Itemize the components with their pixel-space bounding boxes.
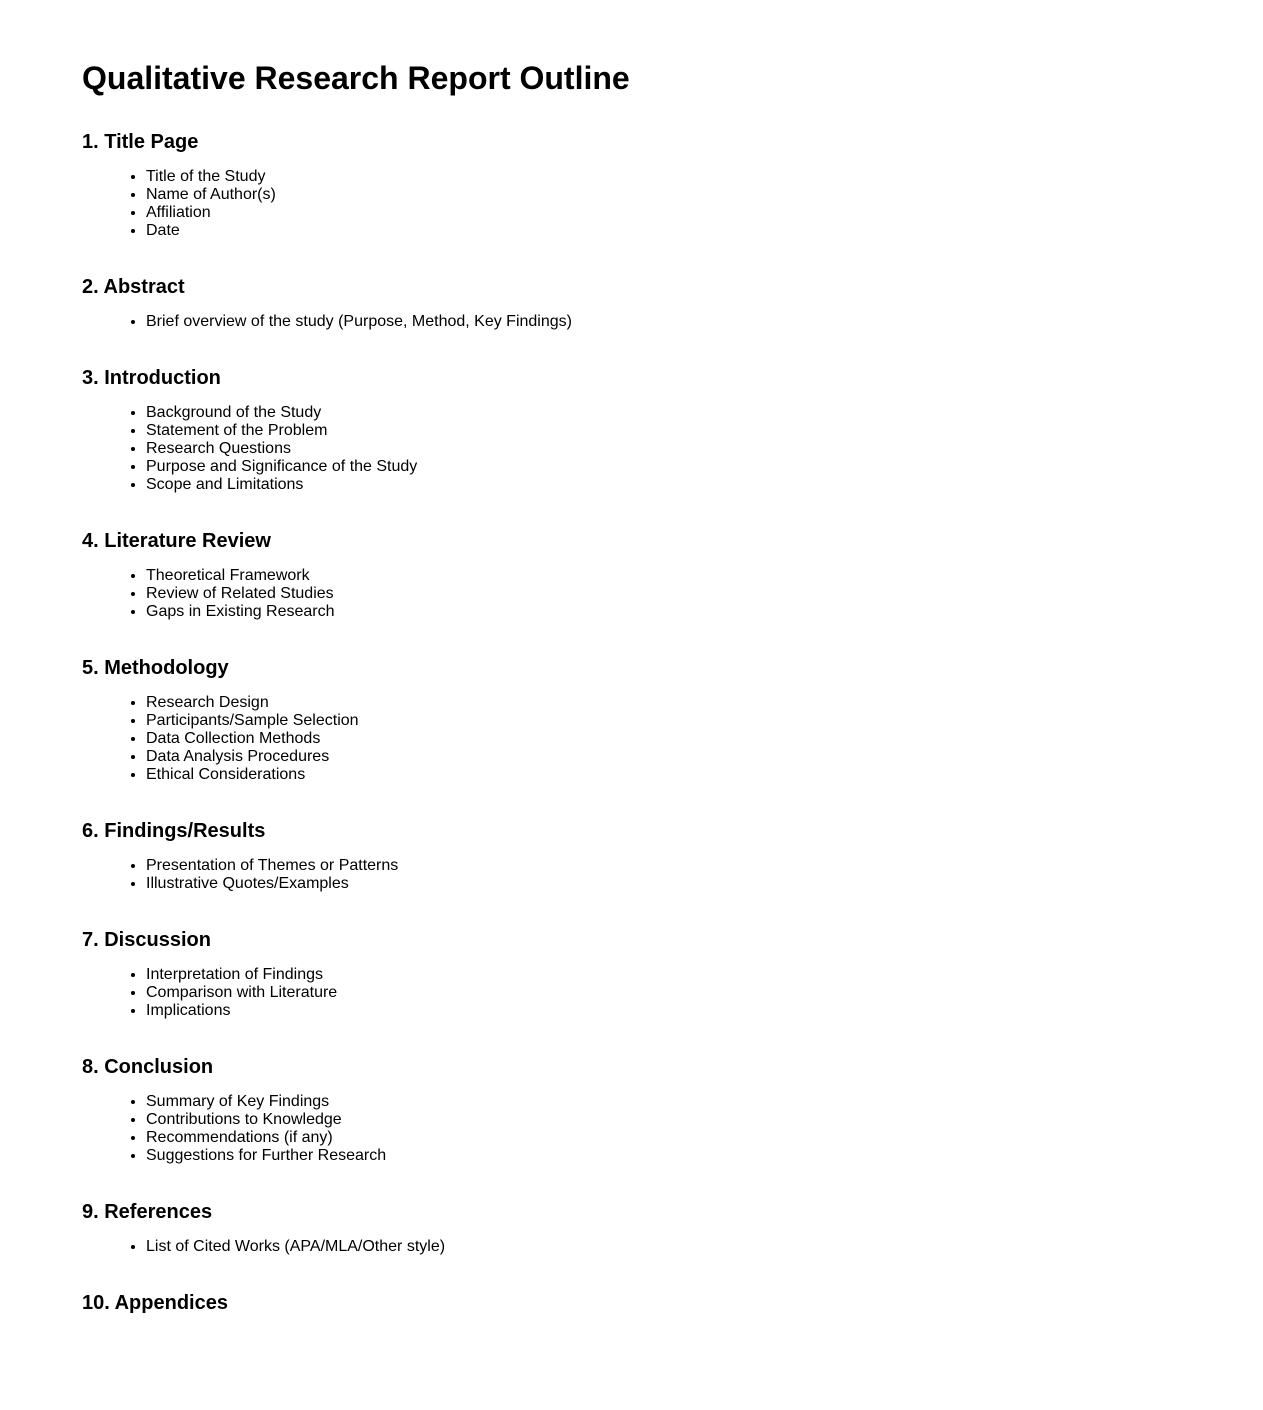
list-item: • Review of Related Studies — [146, 585, 335, 603]
list-item: • Data Collection Methods — [146, 730, 359, 748]
section-methodology — [82, 657, 359, 784]
section-title-page — [82, 131, 276, 240]
list-item: • Brief overview of the study (Purpose, Method, Key Findings) — [146, 313, 572, 331]
list-item: • Gaps in Existing Research — [146, 603, 335, 621]
section-references — [82, 1201, 445, 1256]
list-item: • Presentation of Themes or Patterns — [146, 857, 398, 875]
section-heading: 4. Literature Review — [82, 530, 271, 552]
list-item: • Contributions to Knowledge — [146, 1111, 386, 1129]
list-item: • Interpretation of Findings — [146, 966, 337, 984]
list-item: • Illustrative Quotes/Examples — [146, 875, 398, 893]
list-item: • Date — [146, 222, 276, 240]
list-item: • Research Questions — [146, 440, 417, 458]
section-abstract — [82, 276, 572, 331]
section-heading: 7. Discussion — [82, 929, 211, 951]
section-heading: 5. Methodology — [82, 657, 229, 679]
list-item: • Title of the Study — [146, 168, 276, 186]
list-item: • Ethical Considerations — [146, 766, 359, 784]
list-item: • Data Analysis Procedures — [146, 748, 359, 766]
section-heading: 8. Conclusion — [82, 1056, 214, 1078]
section-heading: 3. Introduction — [82, 367, 221, 389]
list-item: • Statement of the Problem — [146, 422, 417, 440]
section-list — [82, 966, 337, 1020]
list-item: • Recommendations (if any) — [146, 1129, 386, 1147]
page-title: Qualitative Research Report Outline — [82, 60, 630, 96]
section-list — [82, 404, 417, 494]
section-heading: 10. Appendices — [82, 1292, 228, 1314]
section-conclusion — [82, 1056, 386, 1165]
section-appendices — [82, 1292, 228, 1315]
list-item: • List of Cited Works (APA/MLA/Other style) — [146, 1238, 445, 1256]
section-discussion — [82, 929, 337, 1020]
list-item: • Background of the Study — [146, 404, 417, 422]
list-item: • Theoretical Framework — [146, 567, 335, 585]
section-list — [82, 1093, 386, 1165]
list-item: • Affiliation — [146, 204, 276, 222]
list-item: • Comparison with Literature — [146, 984, 337, 1002]
list-item: • Suggestions for Further Research — [146, 1147, 386, 1165]
section-list — [82, 168, 276, 240]
section-heading: 1. Title Page — [82, 131, 199, 153]
list-item: • Participants/Sample Selection — [146, 712, 359, 730]
section-list — [82, 694, 359, 784]
list-item: • Research Design — [146, 694, 359, 712]
section-heading: 2. Abstract — [82, 276, 185, 298]
section-list — [82, 1238, 445, 1256]
section-heading: 6. Findings/Results — [82, 820, 266, 842]
list-item: • Scope and Limitations — [146, 476, 417, 494]
list-item: • Implications — [146, 1002, 337, 1020]
section-literature-review — [82, 530, 335, 621]
list-item: • Name of Author(s) — [146, 186, 276, 204]
section-findings-results — [82, 820, 398, 893]
section-list — [82, 313, 572, 331]
section-list — [82, 857, 398, 893]
section-introduction — [82, 367, 417, 494]
list-item: • Summary of Key Findings — [146, 1093, 386, 1111]
list-item: • Purpose and Significance of the Study — [146, 458, 417, 476]
section-heading: 9. References — [82, 1201, 213, 1223]
section-list — [82, 567, 335, 621]
